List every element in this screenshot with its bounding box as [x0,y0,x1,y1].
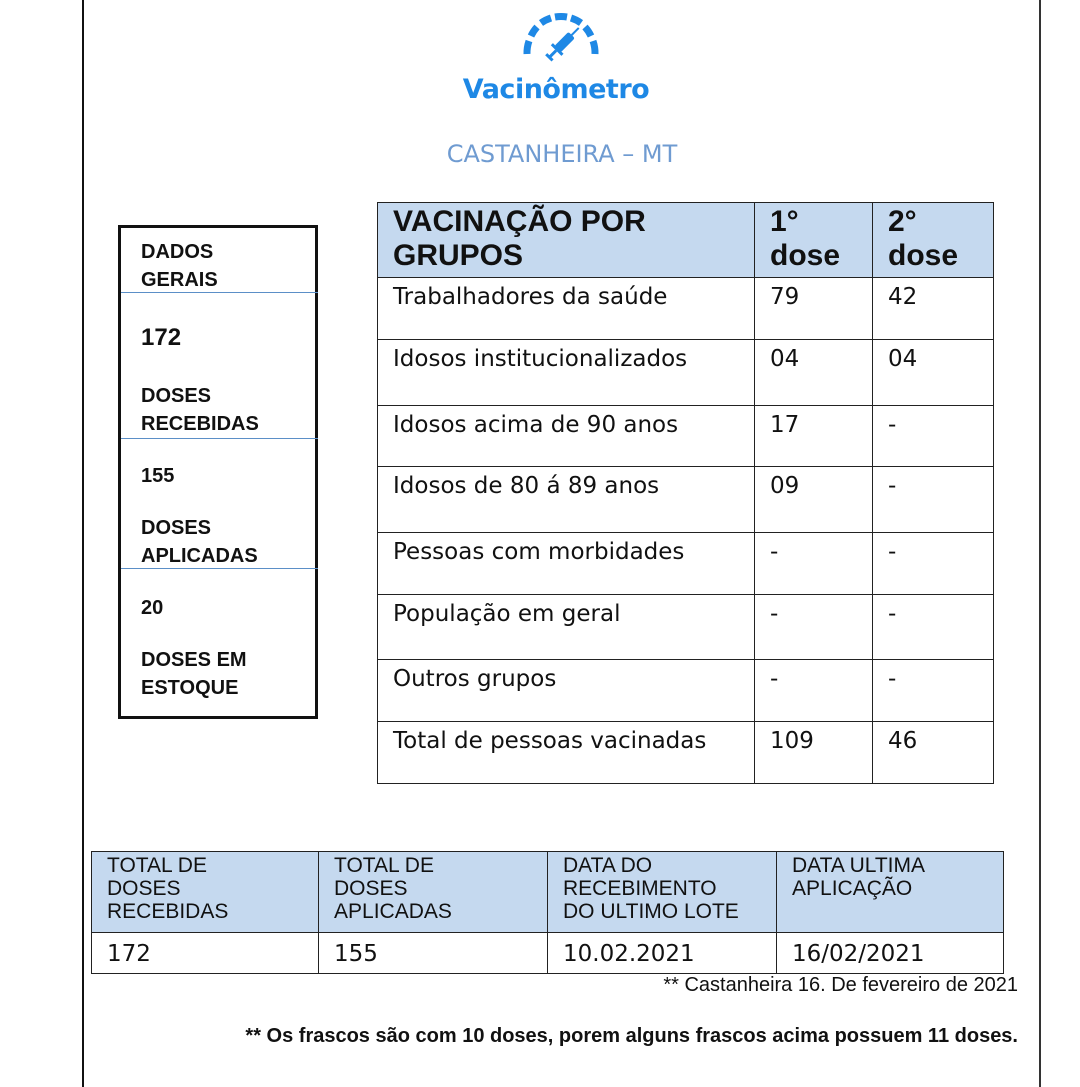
dose1-cell: 09 [755,467,873,533]
header-total-received [92,852,319,933]
table-row [378,533,994,595]
table-row [378,595,994,660]
summary-table [91,851,1004,974]
group-cell: Pessoas com morbidades [378,533,755,595]
doses-applied-label-line1: DOSES [141,517,212,539]
header-line: DO ULTIMO LOTE [563,900,739,923]
doses-applied-label-line2: APLICADAS [141,545,258,567]
dose1-cell: 79 [755,278,873,340]
header-dose2-line2: dose [888,239,959,272]
speedometer-syringe-icon [515,8,605,70]
header-line: TOTAL DE [107,854,207,877]
doses-stock-label-line2: ESTOQUE [141,677,239,699]
header-last-lot-date [548,852,777,933]
summary-header-row [92,852,1004,933]
table-row [378,406,994,467]
vaccination-by-group-table [377,202,994,784]
table-row-total [378,722,994,784]
header-line: DOSES [334,877,408,900]
doses-stock-value: 20 [141,597,164,619]
general-data-box [118,225,318,719]
doses-received-label-line1: DOSES [141,385,212,407]
dose2-cell: - [873,467,994,533]
last-application-date-value: 16/02/2021 [777,933,1004,974]
group-cell: Idosos institucionalizados [378,340,755,406]
header-dose1-line1: 1° [770,205,799,238]
general-data-title-line1: DADOS [141,241,214,263]
dose2-cell: 46 [873,722,994,784]
doses-received-value: 172 [141,324,182,351]
summary-value-row [92,933,1004,974]
header-group-line1: VACINAÇÃO POR [393,205,646,238]
header-total-applied [319,852,548,933]
header-line: RECEBIDAS [107,900,229,923]
doses-received-label [141,382,259,438]
dose2-cell: 04 [873,340,994,406]
header-dose1-line2: dose [770,239,841,272]
group-cell: Idosos acima de 90 anos [378,406,755,467]
last-lot-date-value: 10.02.2021 [548,933,777,974]
header-dose2 [873,203,994,278]
dose1-cell: - [755,533,873,595]
dose2-cell: 42 [873,278,994,340]
header-group [378,203,755,278]
header-line: DOSES [107,877,181,900]
dose2-cell: - [873,533,994,595]
group-cell: Outros grupos [378,660,755,722]
group-cell: Trabalhadores da saúde [378,278,755,340]
dateline: ** Castanheira 16. De fevereiro de 2021 [663,974,1018,996]
group-cell: Idosos de 80 á 89 anos [378,467,755,533]
dose1-cell: 04 [755,340,873,406]
header-line: RECEBIMENTO [563,877,717,900]
divider [121,438,318,439]
city-title: CASTANHEIRA – MT [446,140,678,168]
footnote: ** Os frascos são com 10 doses, porem alguns frascos acima possuem 11 doses. [245,1025,1018,1047]
table-row [378,278,994,340]
dose2-cell: - [873,660,994,722]
doses-stock-label [141,646,247,702]
total-applied-value: 155 [319,933,548,974]
header-dose1 [755,203,873,278]
group-cell: Total de pessoas vacinadas [378,722,755,784]
header-line: APLICADAS [334,900,452,923]
doses-applied-label [141,514,258,570]
header-line: DATA ULTIMA [792,854,926,877]
table-row [378,467,994,533]
general-data-title-line2: GERAIS [141,269,218,291]
total-received-value: 172 [92,933,319,974]
header-line: APLICAÇÃO [792,877,913,900]
header-dose2-line1: 2° [888,205,917,238]
divider [121,292,318,293]
doses-stock-label-line1: DOSES EM [141,649,247,671]
table-header-row [378,203,994,278]
table-row [378,660,994,722]
group-cell: População em geral [378,595,755,660]
general-data-title [141,238,218,294]
dose1-cell: - [755,660,873,722]
dose1-cell: 109 [755,722,873,784]
header-group-line2: GRUPOS [393,239,524,272]
dose1-cell: 17 [755,406,873,467]
divider [121,568,318,569]
doses-applied-value: 155 [141,465,175,487]
header-line: DATA DO [563,854,653,877]
dose2-cell: - [873,406,994,467]
dose2-cell: - [873,595,994,660]
header-last-application-date [777,852,1004,933]
header-line: TOTAL DE [334,854,434,877]
table-row [378,340,994,406]
dose1-cell: - [755,595,873,660]
doses-received-label-line2: RECEBIDAS [141,413,259,435]
brand-title: Vacinômetro [462,74,650,105]
